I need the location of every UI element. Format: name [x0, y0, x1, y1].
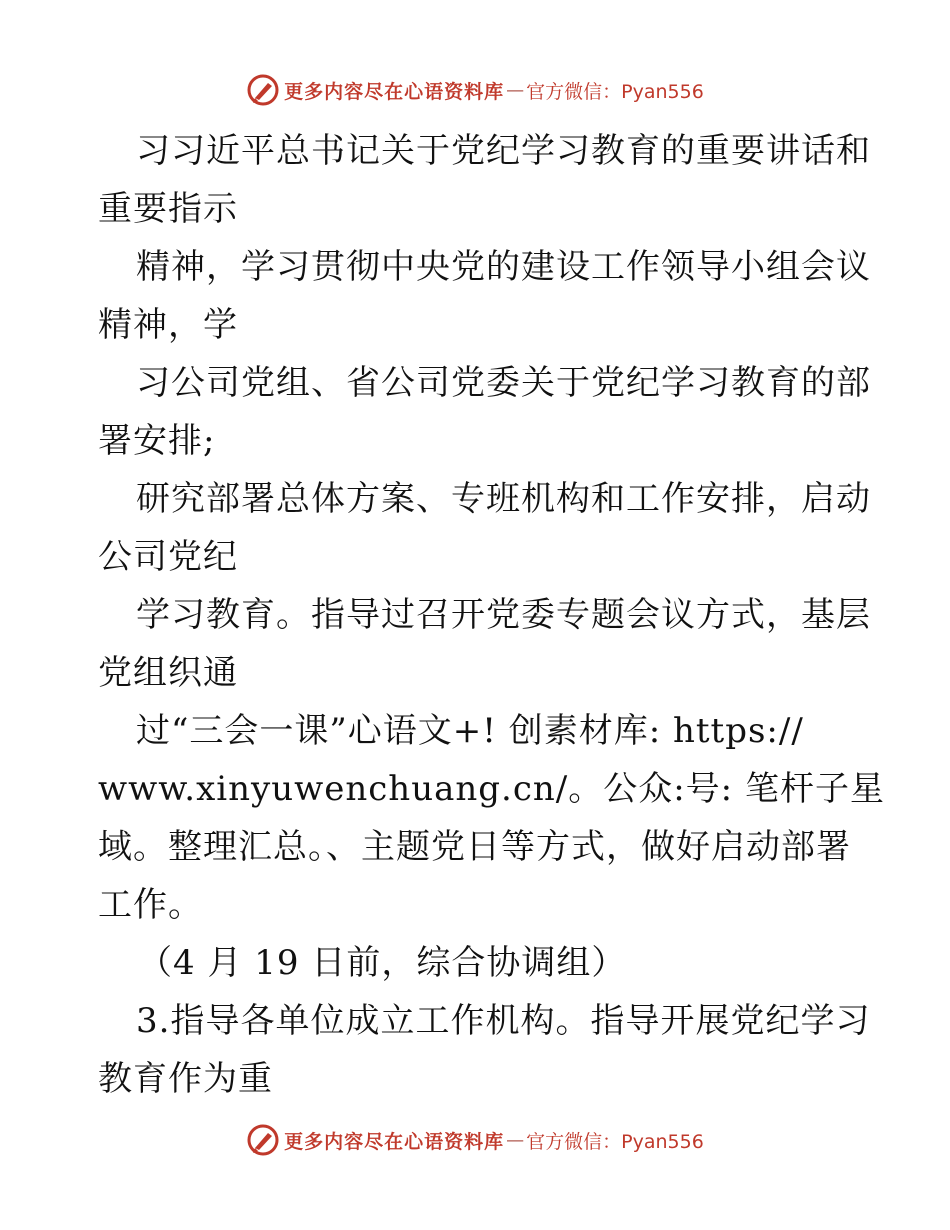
- document-body: [98, 122, 885, 1108]
- body-line: 署安排;: [98, 421, 216, 461]
- body-line: www.xinyuwenchuang.cn/。公众:号: 笔杆子星: [98, 769, 885, 809]
- body-line: 过“三会一课”心语文+! 创素材库: https://: [136, 711, 804, 751]
- body-line: （4 月 19 日前，综合协调组）: [138, 943, 627, 983]
- body-line: 域。整理汇总。、主题党日等方式，做好启动部署: [98, 827, 851, 867]
- body-line: 习习近平总书记关于党纪学习教育的重要讲话和: [136, 131, 871, 171]
- pen-logo-icon: [246, 73, 280, 107]
- body-line: 工作。: [98, 885, 203, 925]
- body-line: 重要指示: [98, 189, 238, 229]
- body-line: 研究部署总体方案、专班机构和工作安排，启动: [136, 479, 871, 519]
- body-line: 学习教育。指导过召开党委专题会议方式，基层: [136, 595, 871, 635]
- header-wechat-text: 官方微信：Pyan556: [526, 80, 704, 103]
- header-site-text: 更多内容尽在心语资料库: [284, 80, 505, 103]
- body-line: 精神，学: [98, 305, 238, 345]
- body-line: 教育作为重: [98, 1059, 273, 1099]
- body-line: 党组织通: [98, 653, 238, 693]
- footer-separator: —: [506, 1129, 525, 1151]
- body-line: 精神，学习贯彻中央党的建设工作领导小组会议: [136, 247, 871, 287]
- pen-logo-icon: [246, 1123, 280, 1157]
- body-line: 公司党纪: [98, 537, 238, 577]
- body-line: 习公司党组、省公司党委关于党纪学习教育的部: [136, 363, 871, 403]
- header-banner: [0, 70, 950, 110]
- body-line: 3.指导各单位成立工作机构。指导开展党纪学习: [136, 1001, 871, 1041]
- header-separator: —: [506, 79, 525, 101]
- footer-site-text: 更多内容尽在心语资料库: [284, 1130, 505, 1153]
- footer-banner: [0, 1120, 950, 1160]
- footer-wechat-text: 官方微信：Pyan556: [526, 1130, 704, 1153]
